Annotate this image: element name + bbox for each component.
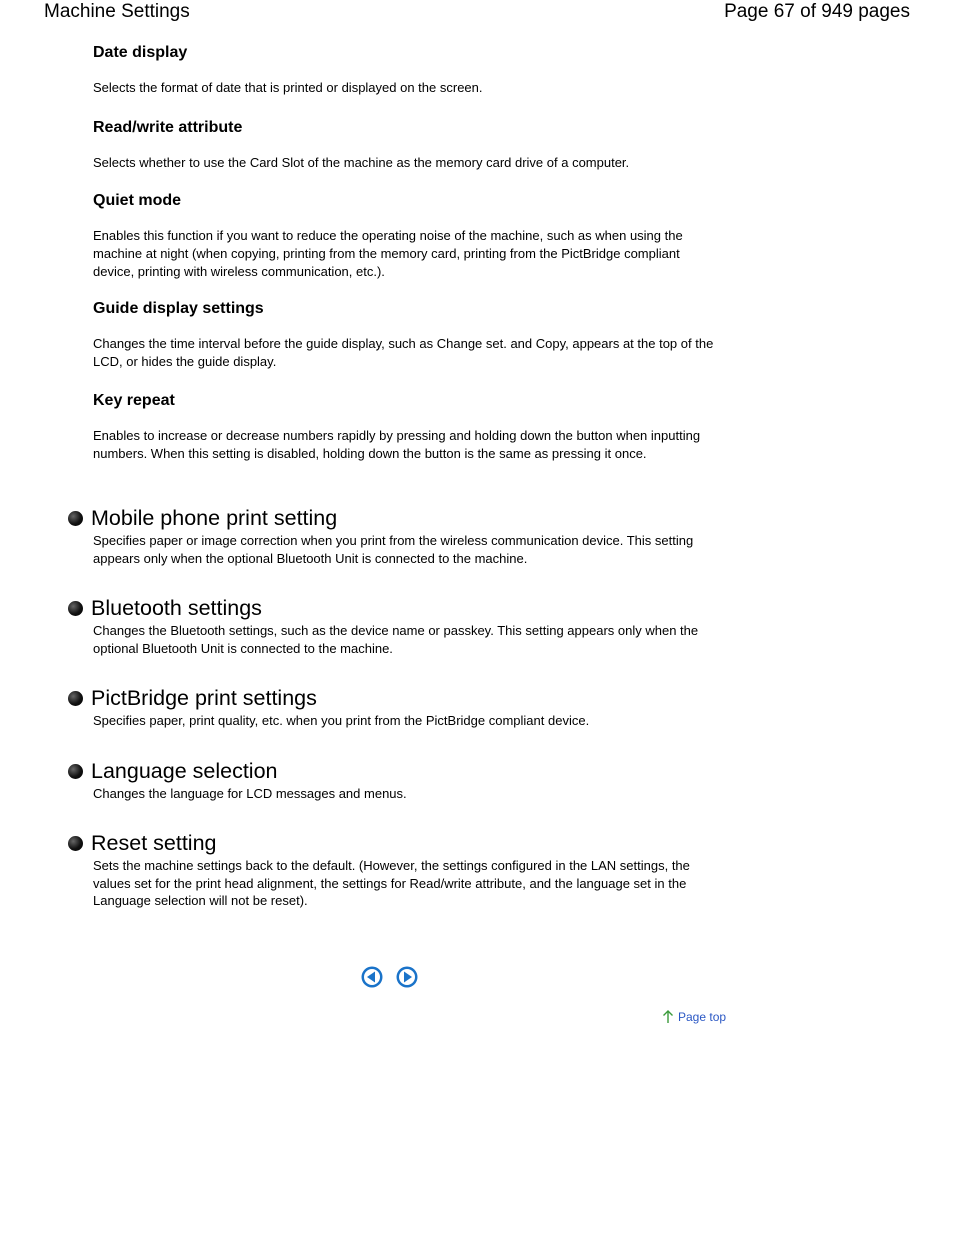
section-text: Changes the language for LCD messages and menus. [93, 786, 407, 801]
subsection-key-repeat [93, 391, 723, 463]
black-bullet-icon [68, 691, 83, 706]
right-arrow-circle-icon[interactable] [396, 966, 418, 988]
section-title: Reset setting [91, 831, 217, 855]
subsection-title: Read/write attribute [93, 119, 243, 136]
section-mobile-phone-print-setting [68, 505, 728, 567]
left-arrow-circle-icon[interactable] [361, 966, 383, 988]
subsection-text: Selects the format of date that is printed or displayed on the screen. [93, 80, 483, 95]
section-title: Mobile phone print setting [91, 506, 338, 530]
subsection-text: Changes the time interval before the guide display, such as Change set. and Copy, appears at the top of the LCD, or hides the guide display. [93, 336, 714, 369]
section-title: Language selection [91, 759, 278, 783]
section-pictbridge-print-settings [68, 685, 728, 730]
page-top-link[interactable] [662, 1010, 726, 1024]
subsection-title: Date display [93, 44, 188, 61]
section-text: Specifies paper or image correction when you print from the wireless communication device. This setting appears only when the optional Bluetooth Unit is connected to the machine. [93, 533, 694, 566]
section-text: Changes the Bluetooth settings, such as the device name or passkey. This setting appears only when the optional Bluetooth Unit is connected to the machine. [93, 623, 699, 656]
subsection-text: Enables this function if you want to reduce the operating noise of the machine, such as when using the machine at night (when copying, printing from the memory card, printing from the PictBridge compliant device, printing with wireless communication, etc.). [93, 228, 683, 279]
subsection-text: Selects whether to use the Card Slot of the machine as the memory card drive of a computer. [93, 155, 630, 170]
black-bullet-icon [68, 764, 83, 779]
page-navigation [361, 966, 418, 988]
subsection-quiet-mode [93, 191, 723, 281]
header-title: Machine Settings [44, 1, 190, 22]
subsection-date-display [93, 43, 723, 97]
subsection-title: Guide display settings [93, 300, 264, 317]
black-bullet-icon [68, 836, 83, 851]
section-text: Specifies paper, print quality, etc. when you print from the PictBridge compliant device. [93, 713, 590, 728]
section-language-selection [68, 758, 728, 803]
page-top-label[interactable]: Page top [678, 1010, 727, 1024]
page-indicator: Page 67 of 949 pages [724, 1, 910, 22]
subsection-title: Quiet mode [93, 192, 182, 209]
section-bluetooth-settings [68, 595, 728, 657]
subsection-text: Enables to increase or decrease numbers rapidly by pressing and holding down the button when inputting numbers. When this setting is disabled, holding down the button is the same as pressing it once. [93, 428, 701, 461]
black-bullet-icon [68, 601, 83, 616]
subsection-read-write-attribute [93, 118, 723, 172]
section-reset-setting [68, 830, 728, 910]
up-arrow-icon [662, 1010, 674, 1024]
black-bullet-icon [68, 511, 83, 526]
subsection-title: Key repeat [93, 392, 175, 409]
section-title: Bluetooth settings [91, 596, 262, 620]
section-text: Sets the machine settings back to the default. (However, the settings configured in the LAN settings, the values set for the print head alignment, the settings for Read/write attribute, and the language set in the Language selection will not be reset). [93, 858, 690, 908]
subsection-guide-display-settings [93, 299, 723, 371]
section-title: PictBridge print settings [91, 686, 317, 710]
